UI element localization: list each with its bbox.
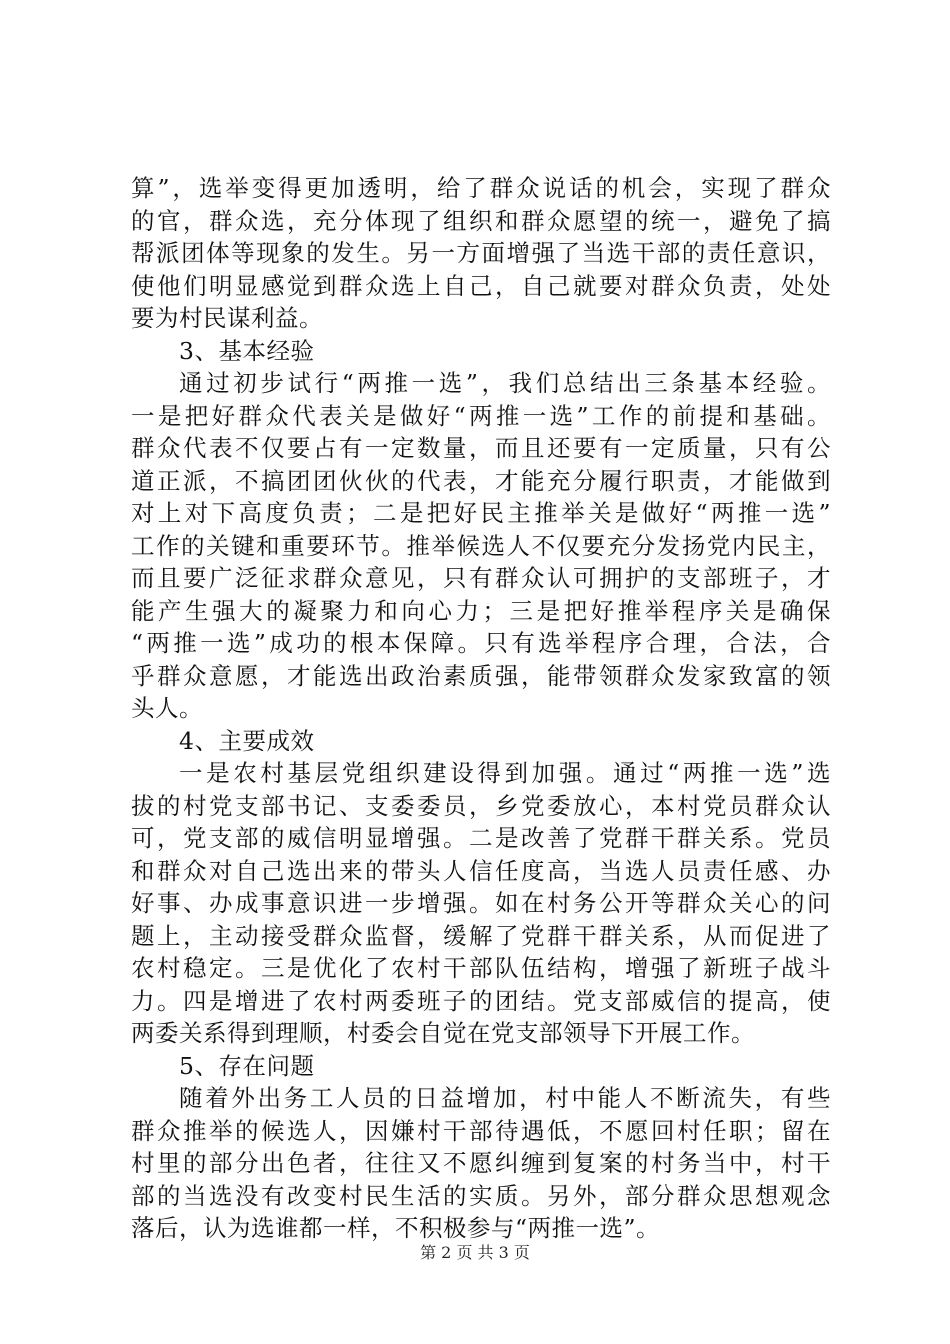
body-line: 群众代表不仅要占有一定数量，而且还要有一定质量，只有公	[131, 434, 831, 462]
body-line: 和群众对自己选出来的带头人信任度高，当选人员责任感、办	[131, 856, 831, 885]
body-line: 能产生强大的凝聚力和向心力；三是把好推举程序关是确保	[131, 596, 831, 625]
body-line: 随着外出务工人员的日益增加，村中能人不断流失，有些	[179, 1084, 831, 1112]
body-line: 算”，选举变得更加透明，给了群众说话的机会，实现了群众	[131, 174, 831, 202]
body-line: 力。四是增进了农村两委班子的团结。党支部威信的提高，使	[131, 986, 831, 1015]
body-line: 要为村民谋利益。	[131, 304, 323, 332]
body-line: 使他们明显感觉到群众选上自己，自己就要对群众负责，处处	[131, 271, 831, 300]
section-heading-main-results: 4、主要成效	[179, 726, 315, 755]
body-line: 部的当选没有改变村民生活的实质。另外，部分群众思想观念	[131, 1181, 831, 1210]
body-line: 拔的村党支部书记、支委委员，乡党委放心，本村党员群众认	[131, 791, 831, 820]
body-line: 落后，认为选谁都一样，不积极参与“两推一选”。	[131, 1214, 661, 1242]
body-line: 两委关系得到理顺，村委会自觉在党支部领导下开展工作。	[131, 1019, 755, 1047]
body-line: 村里的部分出色者，往往又不愿纠缠到复案的村务当中，村干	[131, 1149, 831, 1177]
section-heading-basic-experience: 3、基本经验	[179, 336, 315, 365]
body-line: 工作的关键和重要环节。推举候选人不仅要充分发扬党内民主，	[131, 531, 831, 560]
body-line: 帮派团体等现象的发生。另一方面增强了当选干部的责任意识，	[131, 239, 831, 267]
body-line: 乎群众意愿，才能选出政治素质强，能带领群众发家致富的领	[131, 661, 831, 690]
body-line: 通过初步试行“两推一选”，我们总结出三条基本经验。	[179, 369, 831, 397]
body-line: 农村稳定。三是优化了农村干部队伍结构，增强了新班子战斗	[131, 954, 831, 982]
body-line: 而且要广泛征求群众意见，只有群众认可拥护的支部班子，才	[131, 564, 831, 592]
body-line: 群众推举的候选人，因嫌村干部待遇低，不愿回村任职；留在	[131, 1116, 831, 1145]
body-line: 可，党支部的威信明显增强。二是改善了党群干群关系。党员	[131, 824, 831, 852]
body-line: 一是农村基层党组织建设得到加强。通过“两推一选”选	[179, 759, 831, 787]
body-line: 头人。	[131, 694, 203, 722]
body-line: “两推一选”成功的根本保障。只有选举程序合理，合法，合	[131, 629, 831, 657]
body-line: 的官，群众选，充分体现了组织和群众愿望的统一，避免了搞	[131, 206, 831, 235]
body-line: 好事、办成事意识进一步增强。如在村务公开等群众关心的问	[131, 889, 831, 917]
body-line: 题上，主动接受群众监督，缓解了党群干群关系，从而促进了	[131, 921, 831, 950]
body-line: 对上对下高度负责；二是把好民主推举关是做好“两推一选”	[131, 499, 831, 527]
document-body	[131, 172, 831, 1245]
section-heading-existing-problems: 5、存在问题	[179, 1051, 315, 1080]
body-line: 道正派，不搞团团伙伙的代表，才能充分履行职责，才能做到	[131, 466, 831, 495]
page-number-footer: 第 2 页 共 3 页	[420, 1243, 530, 1262]
body-line: 一是把好群众代表关是做好“两推一选”工作的前提和基础。	[131, 401, 831, 430]
